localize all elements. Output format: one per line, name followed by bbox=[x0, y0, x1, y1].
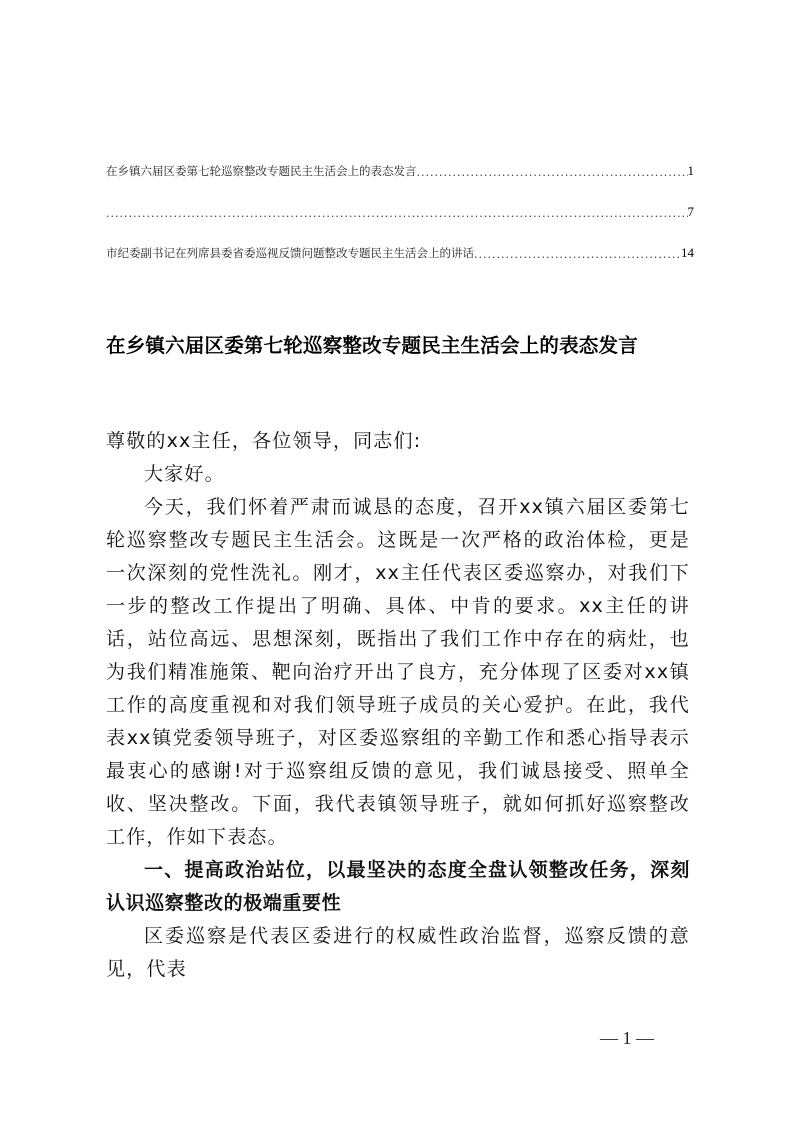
document-title: 在乡镇六届区委第七轮巡察整改专题民主生活会上的表态发言 bbox=[106, 334, 638, 357]
document-body bbox=[106, 425, 690, 986]
toc-entry-title: 在乡镇六届区委第七轮巡察整改专题民主生活会上的表态发言 bbox=[106, 164, 417, 178]
toc-entry-page: 14 bbox=[681, 245, 694, 260]
section-heading: 一、提高政治站位，以最坚决的态度全盘认领整改任务，深刻认识巡察整改的极端重要性 bbox=[106, 859, 690, 914]
greeting: 大家好。 bbox=[144, 463, 225, 485]
paragraph: 区委巡察是代表区委进行的权威性政治监督，巡察反馈的意见，代表 bbox=[106, 925, 690, 980]
toc-leader-dots bbox=[106, 207, 688, 220]
toc-leader-dots bbox=[474, 248, 681, 261]
toc-entry-title: 市纪委副书记在列席县委省委巡视反馈问题整改专题民主生活会上的讲话 bbox=[106, 246, 474, 260]
page-number: — 1 — bbox=[600, 1028, 654, 1048]
toc-entry[interactable] bbox=[106, 163, 694, 179]
toc-entry[interactable] bbox=[106, 204, 694, 220]
toc-leader-dots bbox=[417, 166, 688, 179]
salutation: 尊敬的xx主任，各位领导，同志们: bbox=[106, 430, 422, 452]
toc-entry-page: 7 bbox=[687, 204, 694, 219]
toc-entry-page: 1 bbox=[687, 163, 694, 178]
paragraph: 今天，我们怀着严肃而诚恳的态度，召开xx镇六届区委第七轮巡察整改专题民主生活会。这既是一次严格的政治体检，更是一次深刻的党性洗礼。刚才，xx主任代表区委巡察办，对我们下一步的整改工作提出了明确、具体、中肯的要求。xx主任的讲话，站位高远、思想深刻，既指出了我们工作中存在的病灶，也为我们精准施策、靶向治疗开出了良方，充分体现了区委对xx镇工作的高度重视和对我们领导班子成员的关心爱护。在此，我代表xx镇党委领导班子，对区委巡察组的辛勤工作和悉心指导表示最衷心的感谢!对于巡察组反馈的意见，我们诚恳接受、照单全收、坚决整改。下面，我代表镇领导班子，就如何抓好巡察整改工作，作如下表态。 bbox=[106, 496, 690, 848]
toc-entry[interactable] bbox=[106, 245, 694, 261]
